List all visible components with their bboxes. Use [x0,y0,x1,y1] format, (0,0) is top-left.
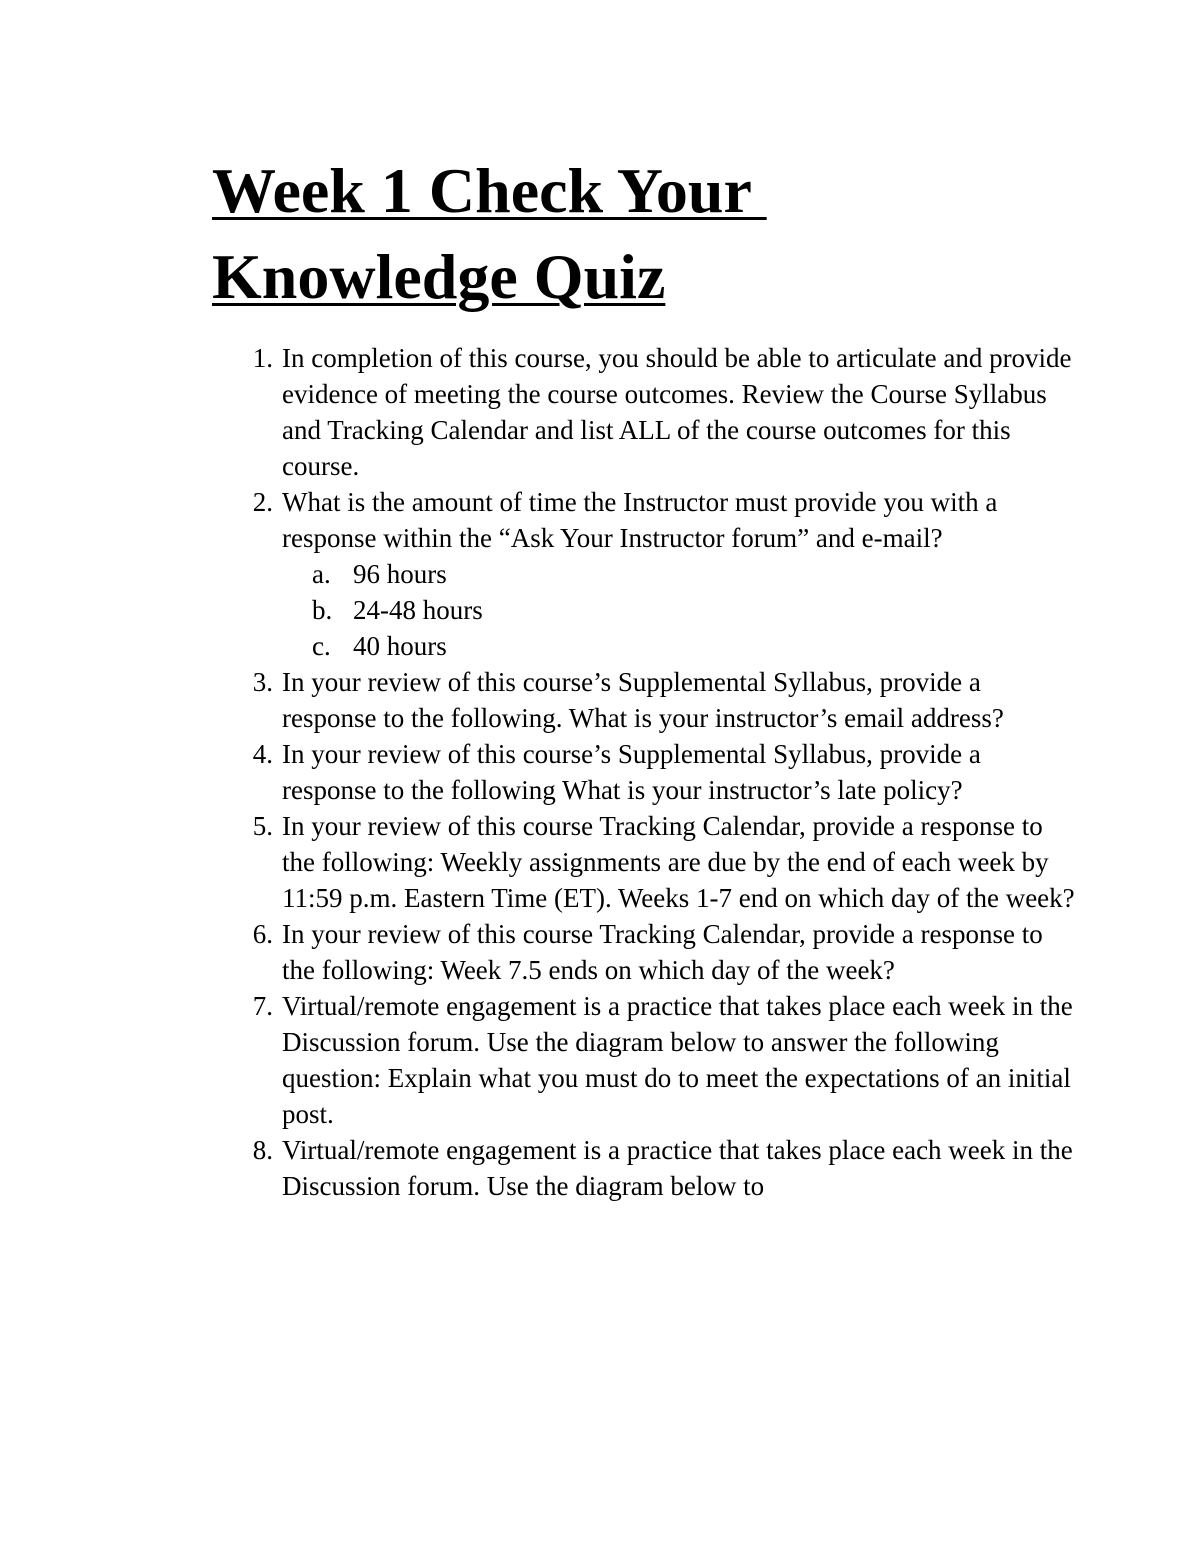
question-text: In your review of this course’s Supplemental Syllabus, provide a response to the following What is your instructor’s late policy? [282,739,981,805]
question-item [235,664,1075,736]
page-title: Week 1 Check Your Knowledge Quiz [212,155,751,312]
question-item [235,484,1075,664]
answer-options [282,556,1075,664]
option-letter: b. [312,595,333,625]
question-text: In completion of this course, you should be able to articulate and provide evidence of meeting the course outcomes. Review the Course Syllabus and Tracking Calendar and list ALL of the course outcomes for this course. [282,343,1072,481]
option-text: 96 hours [353,559,447,589]
question-text: In your review of this course’s Supplemental Syllabus, provide a response to the following. What is your instructor’s email address? [282,667,1004,733]
option-letter: a. [312,559,331,589]
question-item [235,340,1075,484]
question-number: 5. [252,811,273,841]
question-item [235,916,1075,988]
question-number: 3. [252,667,273,697]
question-number: 2. [252,487,273,517]
answer-option [282,628,1075,664]
question-number: 1. [252,343,273,373]
answer-option [282,592,1075,628]
question-number: 4. [252,739,273,769]
question-list [235,340,1075,1204]
question-number: 7. [252,991,273,1021]
question-item [235,1132,1075,1204]
question-text: Virtual/remote engagement is a practice that takes place each week in the Discussion forum. Use the diagram below to [282,1135,1073,1201]
question-number: 8. [252,1135,273,1165]
question-number: 6. [252,919,273,949]
question-text: In your review of this course Tracking Calendar, provide a response to the following: Week 7.5 ends on which day of the week? [282,919,1043,985]
question-text: Virtual/remote engagement is a practice that takes place each week in the Discussion forum. Use the diagram below to answer the following question: Explain what you must do to meet the expectations of an initial post. [282,991,1073,1129]
answer-option [282,556,1075,592]
question-item [235,808,1075,916]
question-item [235,736,1075,808]
question-text: What is the amount of time the Instructor must provide you with a response within the “Ask Your Instructor forum” and e-mail? [282,487,998,553]
option-text: 24-48 hours [353,595,483,625]
option-letter: c. [312,631,331,661]
question-text: In your review of this course Tracking Calendar, provide a response to the following: Weekly assignments are due by the end of each week by 11:59 p.m. Eastern Time (ET). Weeks 1-7 end on which day of the week? [282,811,1075,913]
option-text: 40 hours [353,631,447,661]
question-item [235,988,1075,1132]
